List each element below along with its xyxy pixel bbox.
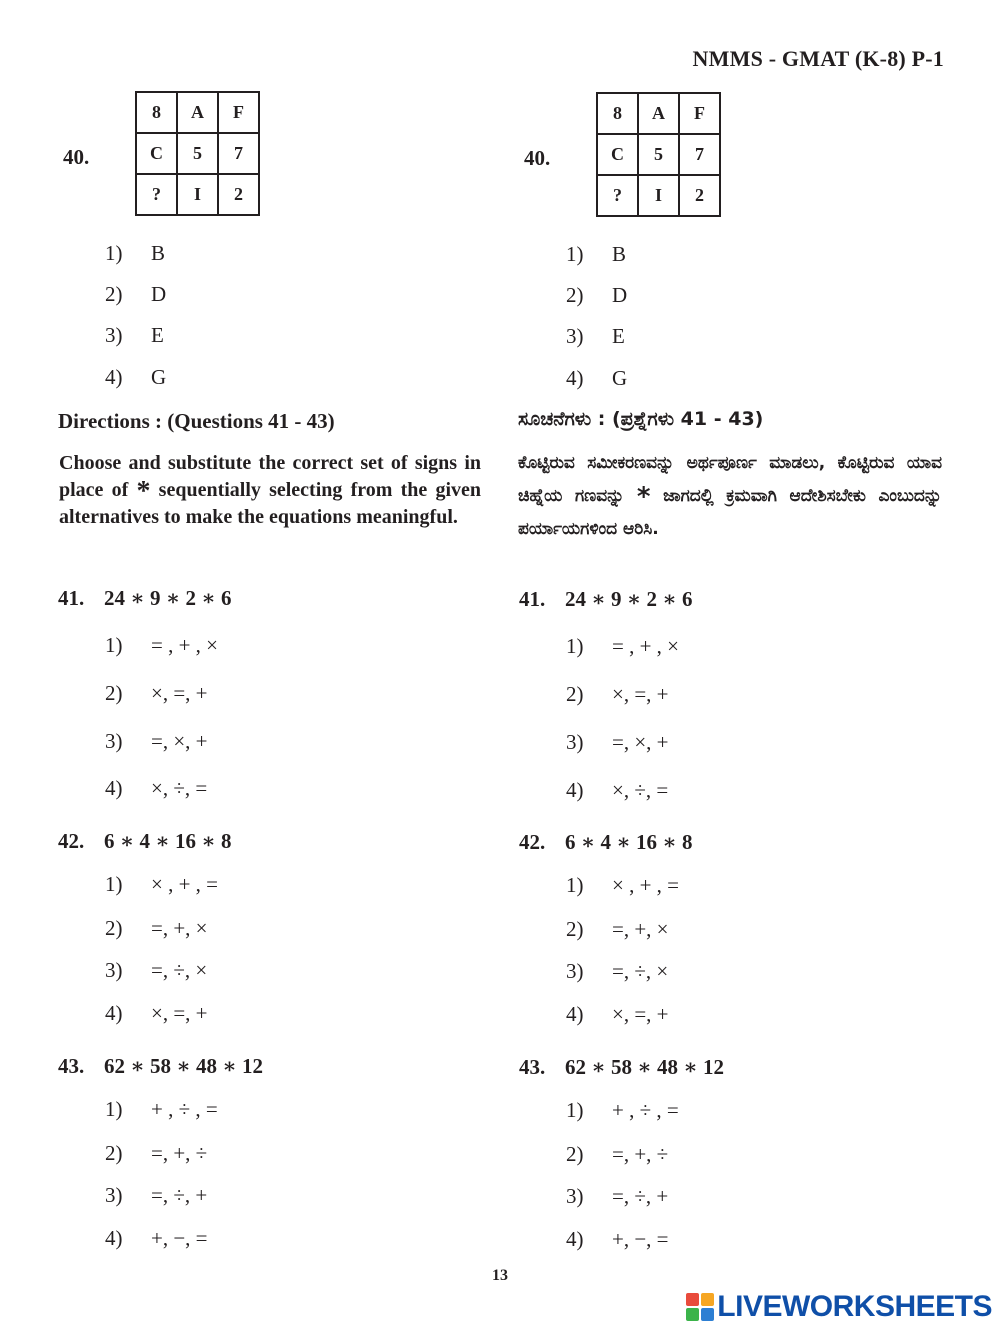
question-number: 41.: [519, 587, 546, 611]
option-number: 1): [105, 633, 123, 657]
option-number: 4): [105, 776, 123, 800]
option-number: 4): [566, 778, 584, 802]
question-expression: 62 ∗ 58 ∗ 48 ∗ 12: [565, 1055, 725, 1079]
option-value: =, ×, +: [612, 730, 669, 754]
question-expression: 24 ∗ 9 ∗ 2 ∗ 6: [104, 586, 232, 610]
q40-letter-grid-kannada: [596, 92, 721, 217]
question-expression: 24 ∗ 9 ∗ 2 ∗ 6: [565, 587, 693, 611]
option-value: =, ÷, +: [151, 1183, 208, 1207]
q41-option-1-kannada[interactable]: [566, 634, 679, 659]
q42-option-1[interactable]: [105, 872, 218, 897]
q43-option-2-kannada[interactable]: [566, 1142, 668, 1167]
q42-question-kannada: [519, 829, 693, 855]
option-number: 3): [566, 959, 584, 983]
option-value: + , ÷ , =: [151, 1097, 218, 1121]
q41-option-2-kannada[interactable]: [566, 682, 669, 707]
logo-text: LIVEWORKSHEETS: [717, 1290, 992, 1323]
option-number: 3): [566, 1184, 584, 1208]
directions-text-kannada-part2: ಜಾಗದಲ್ಲಿ ಕ್ರಮವಾಗಿ ಆದೇಶಿಸಬೇಕು ಎಂಬುದನ್ನು ಪರ್ಯಾಯಗಳಿಂದ ಆರಿಸಿ.: [518, 486, 943, 539]
option-number: 3): [566, 324, 584, 348]
q40-number-kannada: 40.: [524, 146, 551, 170]
q41-question: [58, 585, 232, 611]
q41-option-2[interactable]: [105, 681, 208, 706]
option-value: =, +, ÷: [612, 1142, 669, 1166]
q40-option-2[interactable]: [105, 282, 166, 307]
logo-block: [686, 1308, 699, 1321]
question-expression: 6 ∗ 4 ∗ 16 ∗ 8: [104, 829, 232, 853]
logo-block: [701, 1293, 714, 1306]
grid-cell: C: [136, 133, 177, 174]
question-expression: 6 ∗ 4 ∗ 16 ∗ 8: [565, 830, 693, 854]
option-number: 2): [105, 1141, 123, 1165]
q40-letter-grid: [135, 91, 260, 216]
q42-question: [58, 828, 232, 854]
grid-cell: F: [218, 92, 259, 133]
question-number: 42.: [519, 830, 546, 854]
q40-option-1-kannada[interactable]: [566, 242, 626, 267]
option-number: 2): [566, 917, 584, 941]
option-value: ×, =, +: [612, 1002, 669, 1026]
option-number: 3): [105, 729, 123, 753]
q42-option-4[interactable]: [105, 1001, 208, 1026]
option-value: G: [612, 366, 628, 390]
option-number: 4): [105, 365, 123, 389]
option-value: ×, =, +: [151, 1001, 208, 1025]
grid-cell: 7: [218, 133, 259, 174]
grid-cell: 5: [177, 133, 218, 174]
directions-heading-kannada: ಸೂಚನೆಗಳು : (ಪ್ರಶ್ನೆಗಳು 41 - 43): [518, 408, 764, 430]
grid-cell: 2: [218, 174, 259, 215]
q41-option-4[interactable]: [105, 776, 207, 801]
q41-option-3-kannada[interactable]: [566, 730, 669, 755]
option-value: =, ÷, ×: [151, 958, 208, 982]
option-number: 4): [566, 1227, 584, 1251]
directions-text-kannada: [518, 447, 942, 546]
option-value: D: [151, 282, 167, 306]
grid-cell: 2: [679, 175, 720, 216]
q40-option-3[interactable]: [105, 323, 164, 348]
option-number: 2): [566, 283, 584, 307]
grid-cell: 8: [136, 92, 177, 133]
asterisk-symbol: *: [636, 482, 651, 512]
option-value: =, ÷, ×: [612, 959, 669, 983]
question-number: 43.: [519, 1055, 546, 1079]
option-value: E: [151, 323, 164, 347]
directions-text-part2: sequentially selecting from the given alternatives to make the equations meaningful.: [59, 479, 481, 528]
option-number: 2): [566, 682, 584, 706]
q43-option-3-kannada[interactable]: [566, 1184, 668, 1209]
q43-question: [58, 1053, 263, 1079]
grid-cell: 8: [597, 93, 638, 134]
q43-option-3[interactable]: [105, 1183, 207, 1208]
directions-text-part1: Choose and substitute the correct set of signs in place of: [59, 452, 481, 501]
option-number: 1): [566, 242, 584, 266]
option-number: 3): [105, 1183, 123, 1207]
directions-text: [59, 450, 481, 531]
option-value: =, ×, +: [151, 729, 208, 753]
question-number: 42.: [58, 829, 85, 853]
option-number: 1): [105, 872, 123, 896]
grid-cell: I: [638, 175, 679, 216]
grid-cell: A: [177, 92, 218, 133]
q40-option-2-kannada[interactable]: [566, 283, 627, 308]
option-number: 1): [566, 1098, 584, 1122]
option-value: =, +, ×: [151, 916, 208, 940]
grid-cell: F: [679, 93, 720, 134]
q43-option-4-kannada[interactable]: [566, 1227, 669, 1252]
directions-heading: Directions : (Questions 41 - 43): [58, 409, 335, 433]
grid-cell: 5: [638, 134, 679, 175]
q43-option-4[interactable]: [105, 1226, 208, 1251]
option-value: E: [612, 324, 625, 348]
grid-cell: C: [597, 134, 638, 175]
option-value: ×, ÷, =: [612, 778, 669, 802]
q40-option-1[interactable]: [105, 241, 165, 266]
question-number: 43.: [58, 1054, 85, 1078]
q41-question-kannada: [519, 586, 693, 612]
q43-option-2[interactable]: [105, 1141, 207, 1166]
logo-block: [686, 1293, 699, 1306]
option-number: 2): [566, 1142, 584, 1166]
option-value: D: [612, 283, 628, 307]
grid-cell-missing: ?: [597, 175, 638, 216]
option-value: ×, =, +: [612, 682, 669, 706]
option-number: 4): [105, 1226, 123, 1250]
option-number: 4): [566, 1002, 584, 1026]
q40-number: 40.: [63, 145, 90, 169]
option-value: +, −, =: [612, 1227, 669, 1251]
q42-option-3-kannada[interactable]: [566, 959, 668, 984]
grid-cell-missing: ?: [136, 174, 177, 215]
option-value: G: [151, 365, 167, 389]
q40-option-4-kannada[interactable]: [566, 366, 627, 391]
grid-cell: I: [177, 174, 218, 215]
question-number: 41.: [58, 586, 85, 610]
option-value: B: [151, 241, 166, 265]
directions-text-kannada-part1: ಕೊಟ್ಟಿರುವ ಸಮೀಕರಣವನ್ನು ಅರ್ಥಪೂರ್ಣ ಮಾಡಲು, ಕೊಟ್ಟಿರುವ ಯಾವ ಚಿಹ್ನೆಯ ಗಣವನ್ನು: [518, 453, 942, 506]
option-value: × , + , =: [612, 873, 680, 897]
q42-option-1-kannada[interactable]: [566, 873, 679, 898]
logo-blocks-icon: [686, 1293, 714, 1321]
q41-option-3[interactable]: [105, 729, 208, 754]
option-value: = , + , ×: [612, 634, 680, 658]
grid-cell: A: [638, 93, 679, 134]
option-number: 1): [566, 873, 584, 897]
option-number: 2): [105, 681, 123, 705]
option-value: =, ÷, +: [612, 1184, 669, 1208]
option-number: 2): [105, 282, 123, 306]
grid-cell: 7: [679, 134, 720, 175]
option-value: B: [612, 242, 627, 266]
option-value: =, +, ×: [612, 917, 669, 941]
q43-option-1-kannada[interactable]: [566, 1098, 679, 1123]
option-value: =, +, ÷: [151, 1141, 208, 1165]
q42-option-4-kannada[interactable]: [566, 1002, 669, 1027]
question-expression: 62 ∗ 58 ∗ 48 ∗ 12: [104, 1054, 264, 1078]
logo-block: [701, 1308, 714, 1321]
option-number: 3): [105, 323, 123, 347]
option-number: 4): [566, 366, 584, 390]
option-number: 3): [105, 958, 123, 982]
q42-option-3[interactable]: [105, 958, 207, 983]
option-value: = , + , ×: [151, 633, 219, 657]
exam-header: NMMS - GMAT (K-8) P-1: [692, 46, 944, 71]
q40-option-4[interactable]: [105, 365, 166, 390]
option-number: 4): [105, 1001, 123, 1025]
q42-option-2-kannada[interactable]: [566, 917, 669, 942]
q40-option-3-kannada[interactable]: [566, 324, 625, 349]
liveworksheets-logo[interactable]: [686, 1290, 992, 1324]
option-number: 1): [105, 1097, 123, 1121]
q43-option-1[interactable]: [105, 1097, 218, 1122]
option-number: 2): [105, 916, 123, 940]
q41-option-4-kannada[interactable]: [566, 778, 668, 803]
option-value: + , ÷ , =: [612, 1098, 679, 1122]
option-value: ×, ÷, =: [151, 776, 208, 800]
option-value: ×, =, +: [151, 681, 208, 705]
option-value: +, −, =: [151, 1226, 208, 1250]
page-number: 13: [492, 1267, 508, 1284]
asterisk-symbol: *: [136, 476, 151, 507]
q43-question-kannada: [519, 1054, 724, 1080]
option-number: 1): [566, 634, 584, 658]
q41-option-1[interactable]: [105, 633, 218, 658]
option-value: × , + , =: [151, 872, 219, 896]
option-number: 1): [105, 241, 123, 265]
q42-option-2[interactable]: [105, 916, 208, 941]
option-number: 3): [566, 730, 584, 754]
